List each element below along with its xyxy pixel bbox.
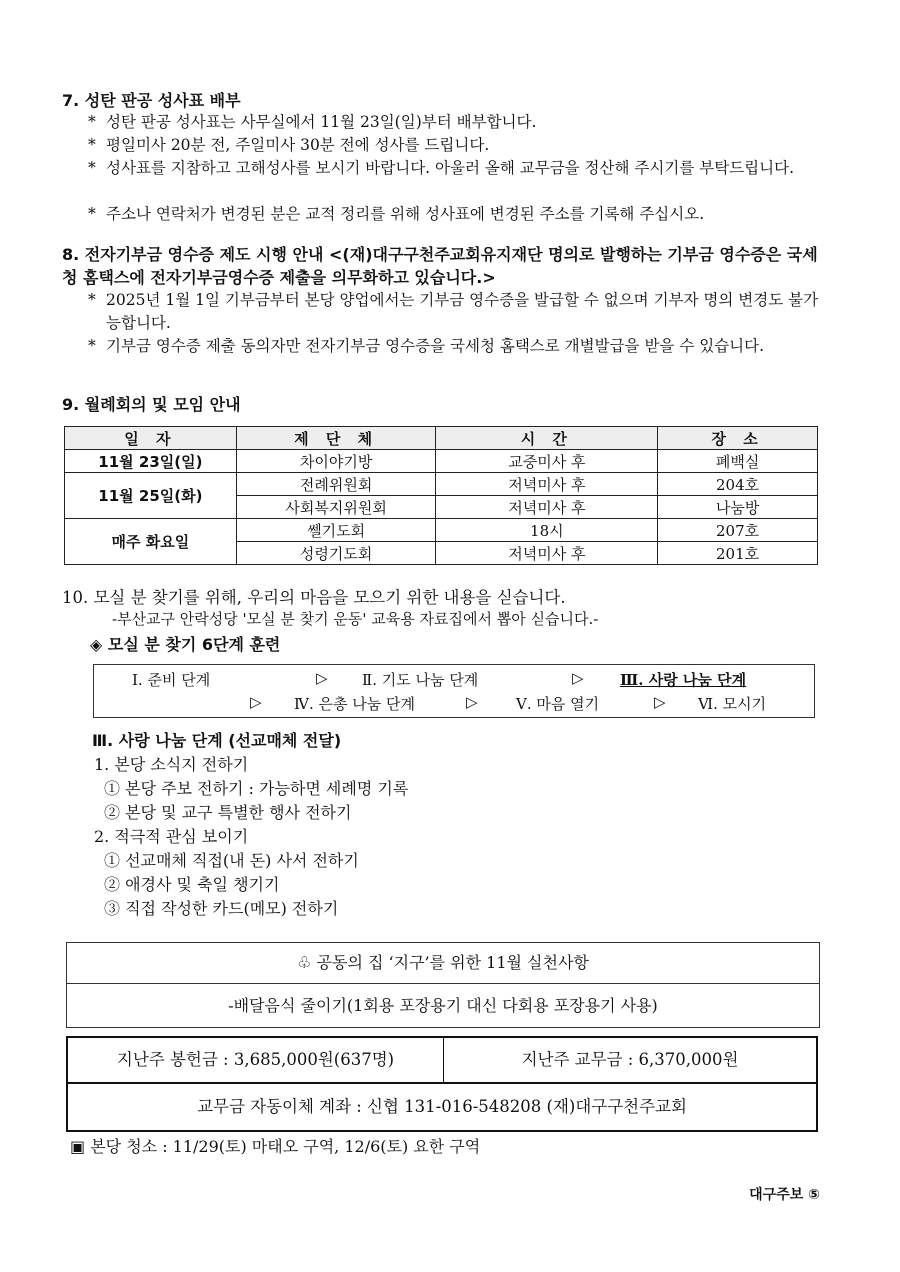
time-cell: 교중미사 후: [436, 450, 658, 473]
header-date: 일 자: [65, 427, 237, 450]
stage-item: ① 본당 주보 전하기 : 가능하면 세례명 기록: [104, 779, 409, 798]
section-8-title: 8. 전자기부금 영수증 제도 시행 안내 <(재)대구구천주교회유지재단 명의로 발행하는 기부금 영수증은 국세청 홈택스에 전자기부금영수증 제출을 의무화하고 있습니다.>: [62, 245, 818, 287]
table-row: [65, 450, 818, 473]
stage-item: 2. 적극적 관심 보이기: [94, 827, 249, 846]
step-arrow: ▷: [250, 693, 262, 711]
place-cell: 201호: [658, 542, 818, 565]
table-row: [65, 473, 818, 496]
stage-title: Ⅲ. 사랑 나눔 단계 (선교매체 전달): [92, 731, 342, 750]
practice-text: -배달음식 줄이기(1회용 포장용기 대신 다회용 포장용기 사용): [228, 996, 658, 1015]
step-3-current: Ⅲ. 사랑 나눔 단계: [620, 671, 747, 689]
step-1: Ⅰ. 준비 단계: [132, 671, 211, 689]
section-10-subtitle: -부산교구 안락성당 '모실 분 찾기 운동' 교육용 자료집에서 뽑아 싣습니다.-: [112, 610, 599, 628]
stage-item: 1. 본당 소식지 전하기: [94, 755, 249, 774]
date-cell: 11월 25일(화): [65, 473, 237, 519]
section-9-title: 9. 월례회의 및 모임 안내: [62, 395, 241, 414]
header-time: 시 간: [436, 427, 658, 450]
step-6: Ⅵ. 모시기: [698, 695, 767, 713]
stage-item: ① 선교매체 직접(내 돈) 사서 전하기: [104, 851, 359, 870]
training-title: ◈ 모실 분 찾기 6단계 훈련: [90, 635, 281, 654]
date-cell: 매주 화요일: [65, 519, 237, 565]
practice-title: ♧ 공동의 집 ‘지구’를 위한 11월 실천사항: [67, 943, 819, 984]
place-cell: 207호: [658, 519, 818, 542]
place-cell: 204호: [658, 473, 818, 496]
place-cell: 폐백실: [658, 450, 818, 473]
group-cell: 전례위원회: [236, 473, 436, 496]
practice-box: [66, 942, 820, 1028]
group-cell: 쎌기도회: [236, 519, 436, 542]
time-cell: 저녁미사 후: [436, 542, 658, 565]
stage-item: ③ 직접 작성한 카드(메모) 전하기: [104, 899, 339, 918]
s7-bullet: * 성탄 판공 성사표는 사무실에서 11월 23일(일)부터 배부합니다.: [88, 113, 537, 131]
step-2: Ⅱ. 기도 나눔 단계: [362, 671, 479, 689]
s7-bullet: * 평일미사 20분 전, 주일미사 30분 전에 성사를 드립니다.: [88, 136, 490, 154]
stage-item: ② 본당 및 교구 특별한 행사 전하기: [104, 803, 352, 822]
section-7-title: 7. 성탄 판공 성사표 배부: [62, 91, 241, 110]
time-cell: 저녁미사 후: [436, 473, 658, 496]
offering-total: 지난주 봉헌금 : 3,685,000원(637명): [116, 1050, 395, 1069]
table-header-row: [65, 427, 818, 450]
date-cell: 11월 23일(일): [65, 450, 237, 473]
s8-bullet: * 기부금 영수증 제출 동의자만 전자기부금 영수증을 국세청 홈택스로 개별발급을 받을 수 있습니다.: [88, 337, 765, 355]
header-place: 장 소: [658, 427, 818, 450]
place-cell: 나눔방: [658, 496, 818, 519]
section-10-title: 10. 모실 분 찾기를 위해, 우리의 마음을 모으기 위한 내용을 싣습니다.: [62, 588, 566, 607]
group-cell: 성령기도회: [236, 542, 436, 565]
step-arrow: ▷: [466, 693, 478, 711]
time-cell: 18시: [436, 519, 658, 542]
meeting-table: [64, 426, 818, 565]
step-arrow: ▷: [572, 669, 584, 687]
table-row: [65, 519, 818, 542]
group-cell: 사회복지위원회: [236, 496, 436, 519]
finance-box: [66, 1036, 818, 1132]
step-arrow: ▷: [654, 693, 666, 711]
s7-bullet: * 성사표를 지참하고 고해성사를 보시기 바랍니다. 아울러 올해 교무금을 정산해 주시기를 부탁드립니다.: [88, 159, 794, 177]
step-5: Ⅴ. 마음 열기: [516, 695, 600, 713]
dues-total: 지난주 교무금 : 6,370,000원: [521, 1050, 739, 1069]
bank-account: 교무금 자동이체 계좌 : 신협 131-016-548208 (재)대구구천주교회: [197, 1097, 687, 1116]
group-cell: 차이야기방: [236, 450, 436, 473]
page-footer: 대구주보 ⑤: [749, 1187, 820, 1203]
header-group: 제 단 체: [236, 427, 436, 450]
cleaning-notice: ▣ 본당 청소 : 11/29(토) 마태오 구역, 12/6(토) 요한 구역: [70, 1137, 481, 1156]
s8-bullet: * 2025년 1월 1일 기부금부터 본당 양업에서는 기부금 영수증을 발급할 수 없으며 기부자 명의 변경도 불가능합니다.: [88, 291, 819, 332]
s7-bullet: * 주소나 연락처가 변경된 분은 교적 정리를 위해 성사표에 변경된 주소를 기록해 주십시오.: [88, 205, 705, 223]
stage-item: ② 애경사 및 축일 챙기기: [104, 875, 280, 894]
step-4: Ⅳ. 은총 나눔 단계: [294, 695, 415, 713]
time-cell: 저녁미사 후: [436, 496, 658, 519]
step-arrow: ▷: [316, 669, 328, 687]
six-step-box: [93, 664, 815, 718]
